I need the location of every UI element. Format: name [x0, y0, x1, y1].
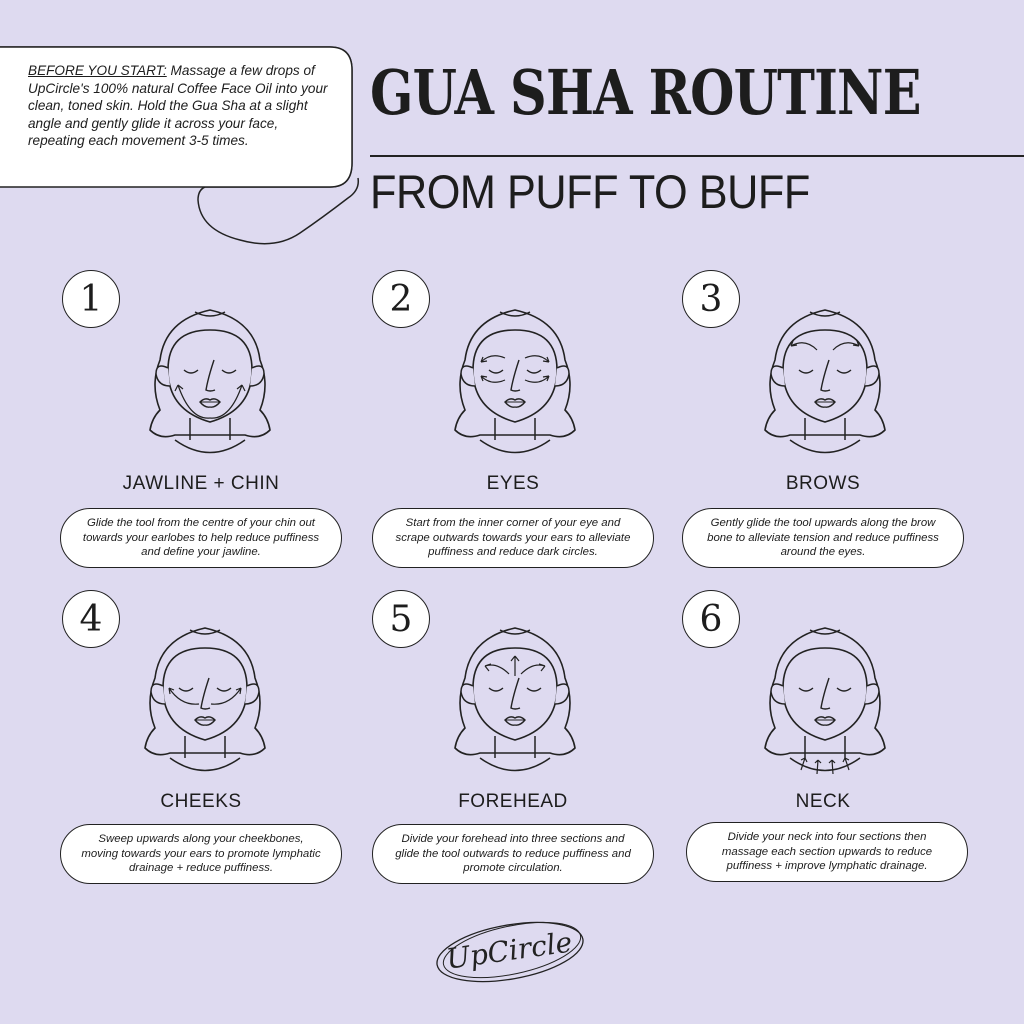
step-title-3: BROWS [785, 473, 861, 494]
upcircle-logo [430, 912, 590, 992]
step-title-6: NECK [795, 791, 851, 812]
step-number-5: 5 [372, 590, 430, 648]
step-description-5: Divide your forehead into three sections and glide the tool outwards to reduce puffiness and promote circulation. [372, 824, 654, 884]
step-description-3: Gently glide the tool upwards along the brow bone to alleviate tension and reduce puffiness around the eyes. [682, 508, 964, 568]
face-cheeks-icon [115, 608, 295, 778]
logo-text: UpCircle [444, 925, 575, 976]
step-title-1: JAWLINE + CHIN [122, 473, 280, 494]
step-description-1: Glide the tool from the centre of your chin out towards your earlobes to help reduce puffiness and define your jawline. [60, 508, 342, 568]
intro-label: BEFORE YOU START: [28, 63, 167, 78]
step-number-2: 2 [372, 270, 430, 328]
face-brows-icon [735, 290, 915, 460]
face-forehead-icon [425, 608, 605, 778]
intro-body: Massage a few drops of UpCircle's 100% natural Coffee Face Oil into your clean, toned skin. Hold the Gua Sha at a slight angle and gently glide it across your face, repeating each movement 3-5 times. [28, 63, 328, 149]
face-jawline-icon [120, 290, 300, 460]
step-number-1: 1 [62, 270, 120, 328]
title-divider [370, 155, 1024, 157]
step-title-5: FOREHEAD [458, 791, 568, 812]
page-title: GUA SHA ROUTINE [370, 56, 921, 129]
step-description-6: Divide your neck into four sections then massage each section upwards to reduce puffiness + improve lymphatic drainage. [686, 822, 968, 882]
step-title-2: EYES [486, 473, 540, 494]
step-description-4: Sweep upwards along your cheekbones, moving towards your ears to promote lymphatic drainage + reduce puffiness. [60, 824, 342, 884]
step-number-4: 4 [62, 590, 120, 648]
step-title-4: CHEEKS [160, 791, 242, 812]
face-eyes-icon [425, 290, 605, 460]
page-subtitle: FROM PUFF TO BUFF [370, 165, 810, 218]
face-neck-icon [735, 608, 915, 778]
intro-text [28, 62, 333, 150]
step-number-6: 6 [682, 590, 740, 648]
step-number-3: 3 [682, 270, 740, 328]
step-description-2: Start from the inner corner of your eye and scrape outwards towards your ears to alleviate puffiness and reduce dark circles. [372, 508, 654, 568]
